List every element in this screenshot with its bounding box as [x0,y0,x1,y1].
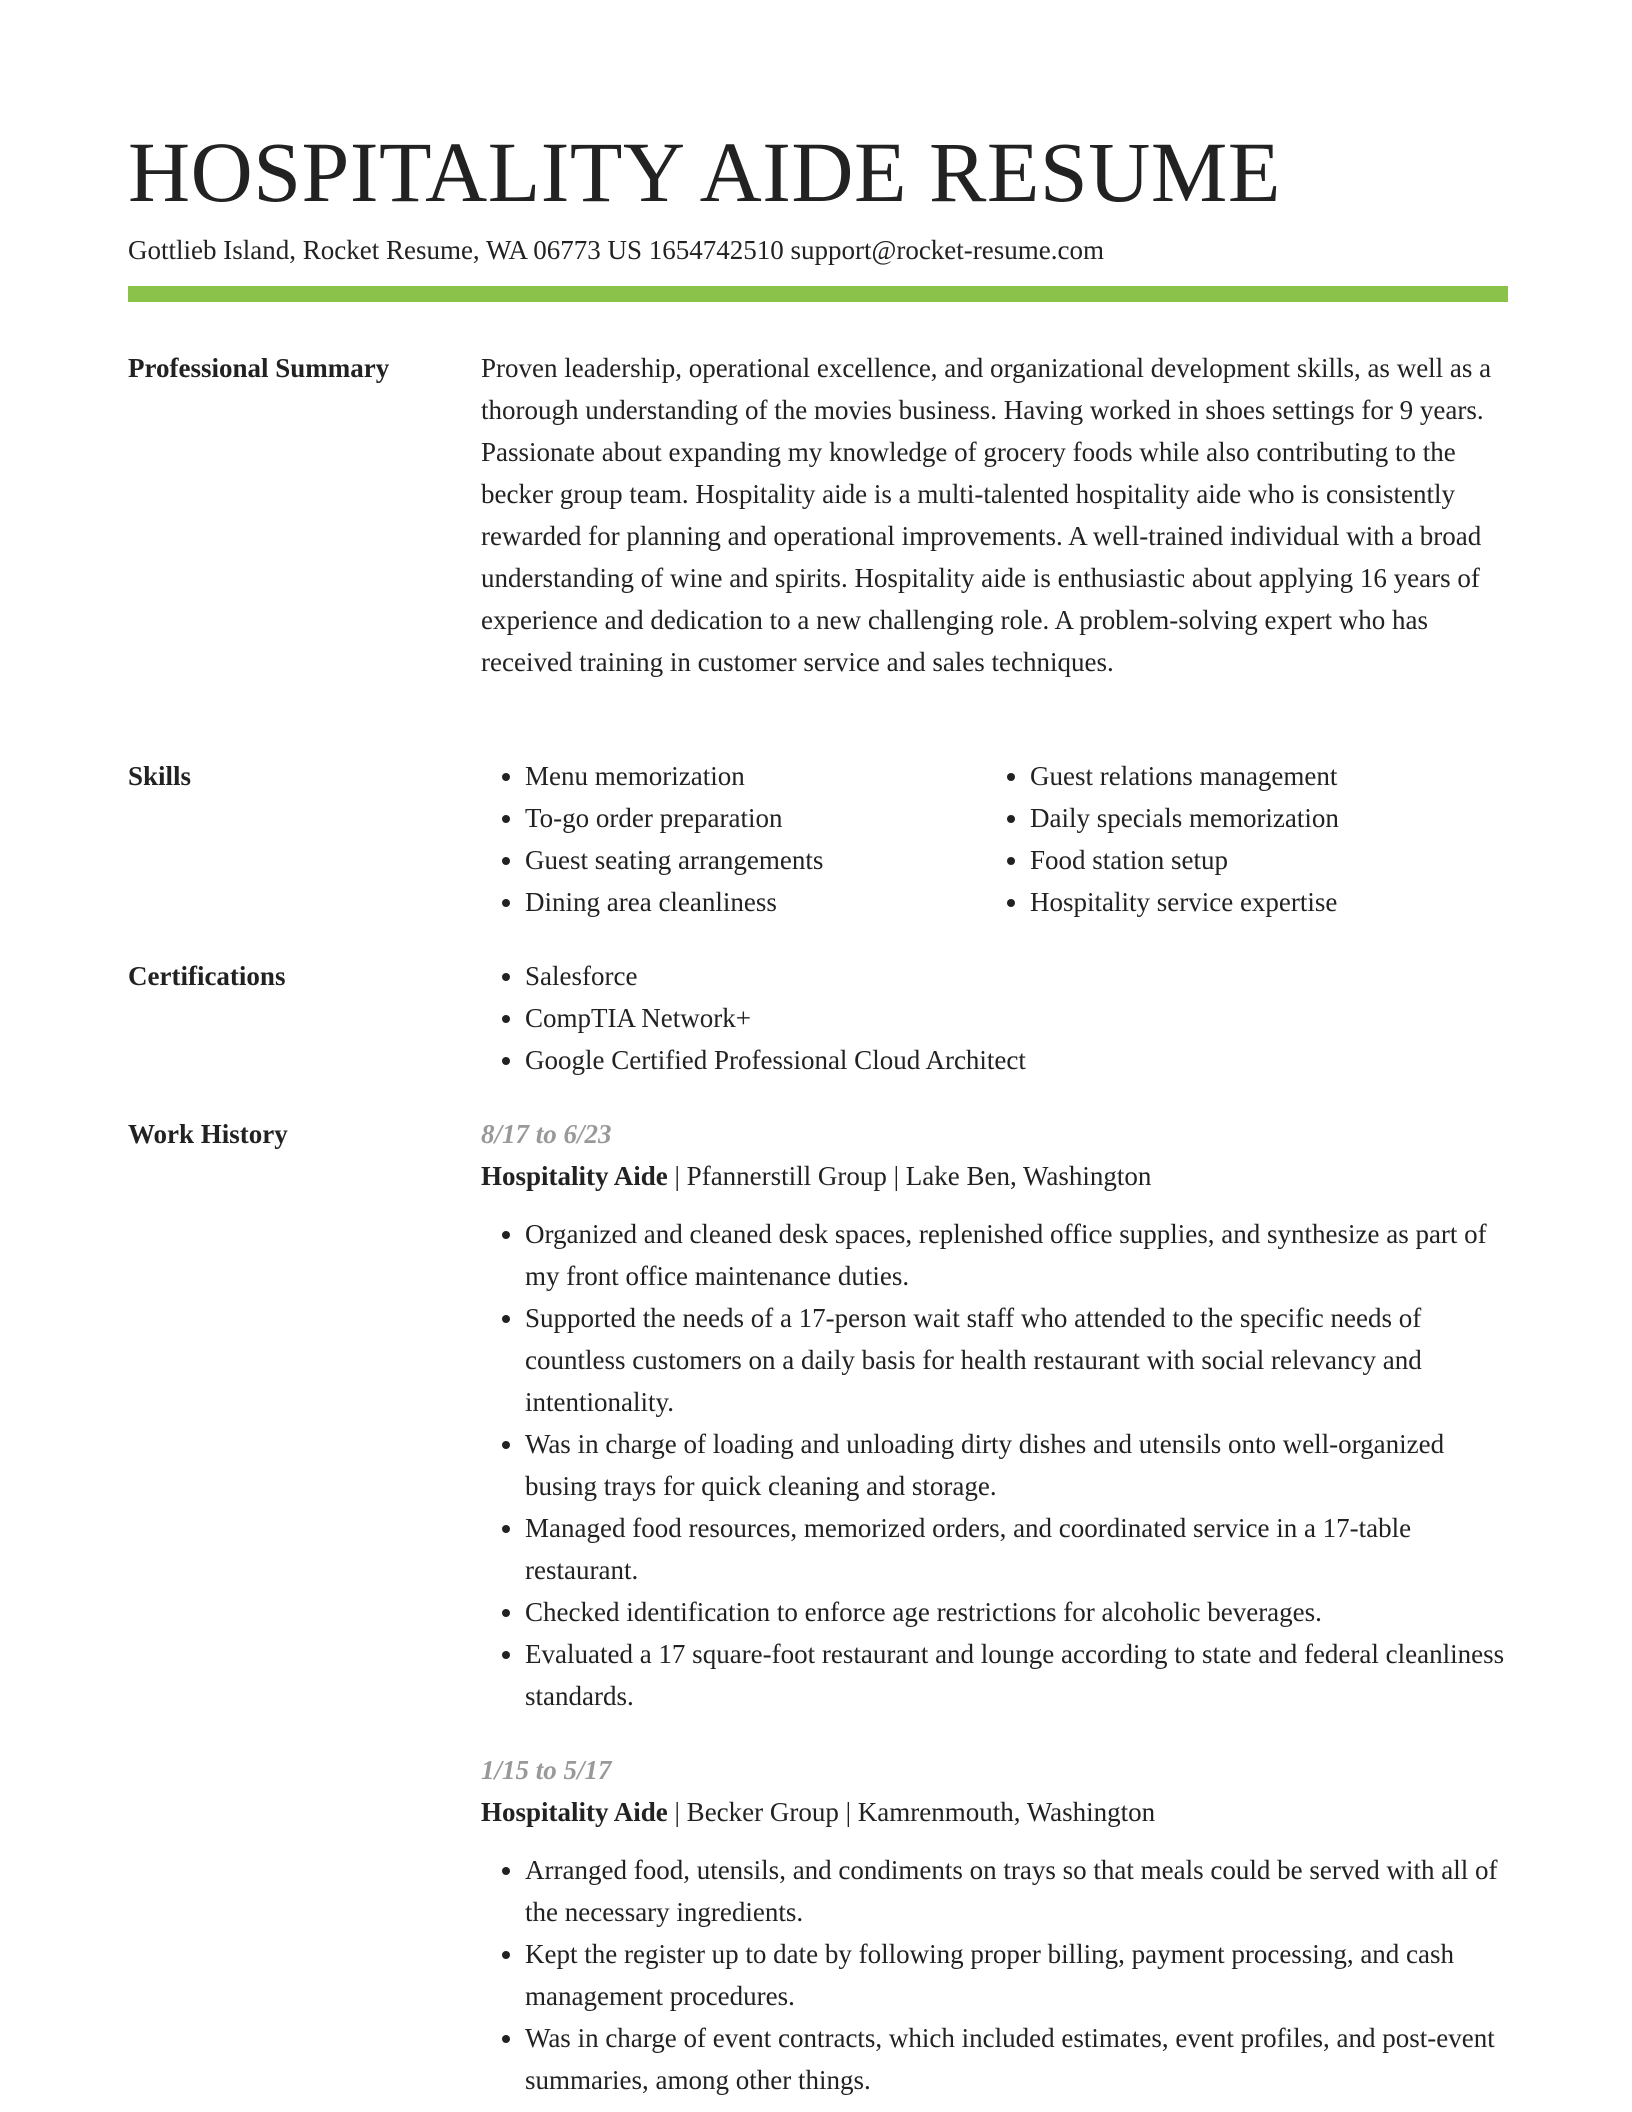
job-bullet: • Organized and cleaned desk spaces, replenished office supplies, and synthesize as part of my front office maintenance duties. [525,1213,1508,1297]
job-header [481,1791,1508,1833]
skills-column-1 [481,755,986,923]
job-bullet: • Kept the register up to date by following proper billing, payment processing, and cash management procedures. [525,1933,1508,2017]
skill-item: • Hospitality service expertise [1030,881,1491,923]
certification-item: • CompTIA Network+ [525,997,1508,1039]
certifications-heading: Certifications [128,961,286,991]
job-title: Hospitality Aide [481,1161,668,1191]
job-bullet: • Evaluated a 17 square-foot restaurant and lounge according to state and federal cleanliness standards. [525,1633,1508,1717]
skill-item: • Guest relations management [1030,755,1491,797]
job-bullet: • Managed food resources, memorized orders, and coordinated service in a 17-table restaurant. [525,1507,1508,1591]
job-dates: 8/17 to 6/23 [481,1119,612,1149]
work-history-body [481,1113,1508,2101]
summary-heading: Professional Summary [128,353,390,383]
certifications-body [481,955,1508,1081]
work-history-heading: Work History [128,1119,288,1149]
job-meta: | Becker Group | Kamrenmouth, Washington [667,1797,1156,1827]
certification-item: • Salesforce [525,955,1508,997]
job-bullets [481,1849,1508,2101]
skill-item: • Daily specials memorization [1030,797,1491,839]
summary-body [481,347,1508,683]
job-bullet: • Arranged food, utensils, and condiments on trays so that meals could be served with all of the necessary ingredients. [525,1849,1508,1933]
job-entry [481,1749,1508,2101]
job-meta: | Pfannerstill Group | Lake Ben, Washington [667,1161,1152,1191]
skill-item: • Guest seating arrangements [525,839,986,881]
resume-title: HOSPITALITY AIDE RESUME [128,124,1281,220]
certification-item: • Google Certified Professional Cloud Architect [525,1039,1508,1081]
contact-line: Gottlieb Island, Rocket Resume, WA 06773 US 1654742510 support@rocket-resume.com [128,235,1104,265]
skill-item: • Menu memorization [525,755,986,797]
summary-text: Proven leadership, operational excellence, and organizational development skills, as well as a thorough understanding of the movies business. Having worked in shoes settings for 9 years. Passionate about expanding my knowledge of grocery foods while also contributing to the becker group team. Hospitality aide is a multi-talented hospitality aide who is consistently rewarded for planning and operational improvements. A well-trained individual with a broad understanding of wine and spirits. Hospitality aide is enthusiastic about applying 16 years of experience and dedication to a new challenging role. A problem-solving expert who has received training in customer service and sales techniques. [481,353,1492,677]
skill-item: • To-go order preparation [525,797,986,839]
skill-item: • Food station setup [1030,839,1491,881]
job-bullet: • Was in charge of event contracts, which included estimates, event profiles, and post-event summaries, among other things. [525,2017,1508,2101]
job-entry [481,1113,1508,1717]
skills-heading: Skills [128,761,192,791]
header-divider [128,286,1508,302]
job-title: Hospitality Aide [481,1797,668,1827]
job-dates: 1/15 to 5/17 [481,1755,612,1785]
job-bullet: • Supported the needs of a 17-person wait staff who attended to the specific needs of countless customers on a daily basis for health restaurant with social relevancy and intentionality. [525,1297,1508,1423]
skill-item: • Dining area cleanliness [525,881,986,923]
job-bullet: • Was in charge of loading and unloading dirty dishes and utensils onto well-organized busing trays for quick cleaning and storage. [525,1423,1508,1507]
skills-grid [481,755,1508,923]
skills-column-2 [986,755,1491,923]
job-bullet: • Checked identification to enforce age restrictions for alcoholic beverages. [525,1591,1508,1633]
job-bullets [481,1213,1508,1717]
job-header [481,1155,1508,1197]
